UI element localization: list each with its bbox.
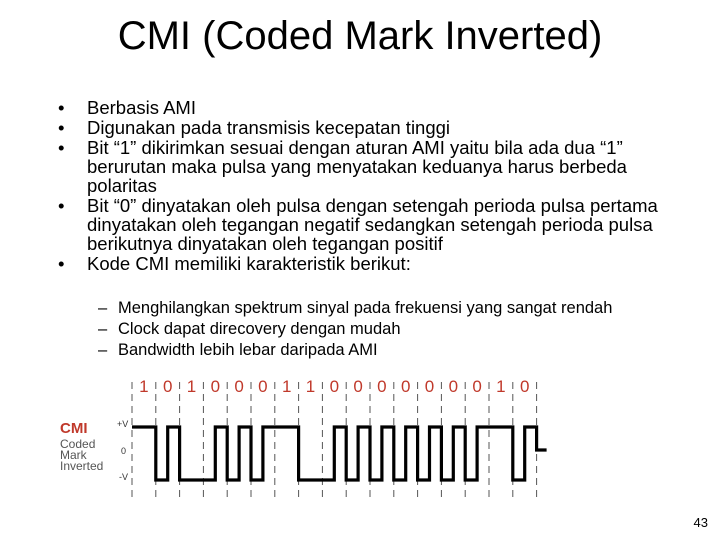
sub-bullet-marker: – — [98, 299, 108, 317]
bullet-text: Berbasis AMI — [87, 97, 196, 118]
bullet-item — [58, 138, 698, 195]
bullet-marker: • — [58, 195, 65, 216]
bit-label: 0 — [329, 377, 340, 396]
sub-bullet-text: Clock dapat direcovery dengan mudah — [118, 320, 401, 338]
bit-label: 0 — [400, 377, 411, 396]
level-label-zero: 0 — [121, 446, 127, 456]
bullet-marker: • — [58, 117, 65, 138]
bullet-item — [58, 196, 698, 253]
slide-title: CMI (Coded Mark Inverted) — [117, 14, 603, 58]
bit-label: 0 — [162, 377, 173, 396]
bit-label: 0 — [472, 377, 482, 396]
sub-bullet-list — [98, 298, 698, 361]
level-label-negative: -V — [119, 472, 128, 482]
bullet-item — [58, 254, 698, 273]
page-number: 43 — [693, 515, 708, 530]
sub-bullet-item — [98, 319, 698, 340]
sub-bullet-text: Bandwidth lebih lebar daripada AMI — [118, 341, 378, 359]
bullet-text: Bit “0” dinyatakan oleh pulsa dengan setengah perioda pulsa pertama dinyatakan oleh tegangan negatif sedangkan setengah perioda pulsa berikutnya dinyatakan oleh tegangan positif — [87, 195, 658, 254]
bit-label: 0 — [210, 377, 221, 396]
level-label-positive: +V — [117, 419, 129, 429]
bullet-item — [58, 118, 698, 137]
diagram-label-title: CMI — [60, 420, 88, 437]
bullet-marker: • — [58, 97, 65, 118]
bit-label: 1 — [281, 377, 292, 396]
sub-bullet-item — [98, 298, 698, 319]
diagram-label-line: Coded — [60, 437, 96, 451]
bit-label: 0 — [234, 377, 244, 396]
bit-label: 1 — [496, 377, 506, 396]
bullet-text: Digunakan pada transmisis kecepatan tinggi — [87, 117, 451, 138]
bit-label: 0 — [448, 377, 459, 396]
bullet-text: Bit “1” dikirimkan sesuai dengan aturan AMI yaitu bila ada dua “1” berurutan maka pulsa yang menyatakan keduanya harus berbeda polaritas — [87, 137, 627, 196]
bullet-marker: • — [58, 137, 65, 158]
sub-bullet-text: Menghilangkan spektrum sinyal pada frekuensi yang sangat rendah — [118, 299, 613, 317]
bit-label: 1 — [186, 377, 197, 396]
bullet-item — [58, 98, 698, 117]
cmi-waveform-diagram — [0, 370, 720, 505]
bit-label: 0 — [353, 377, 363, 396]
bullet-marker: • — [58, 253, 65, 274]
bullet-text: Kode CMI memiliki karakteristik berikut: — [87, 253, 411, 274]
bit-label: 0 — [377, 377, 387, 396]
bit-label: 0 — [258, 377, 268, 396]
sub-bullet-marker: – — [98, 341, 108, 359]
bit-label: 0 — [424, 377, 435, 396]
bit-value-labels — [139, 377, 529, 396]
bit-label: 1 — [139, 377, 149, 396]
bit-label: 0 — [519, 377, 530, 396]
diagram-label-line: Mark — [60, 448, 87, 462]
cmi-signal-trace — [132, 427, 547, 480]
diagram-label-line: Inverted — [60, 459, 104, 473]
bullet-list — [58, 98, 698, 274]
sub-bullet-item — [98, 340, 698, 361]
bit-label: 1 — [305, 377, 316, 396]
sub-bullet-marker: – — [98, 320, 108, 338]
